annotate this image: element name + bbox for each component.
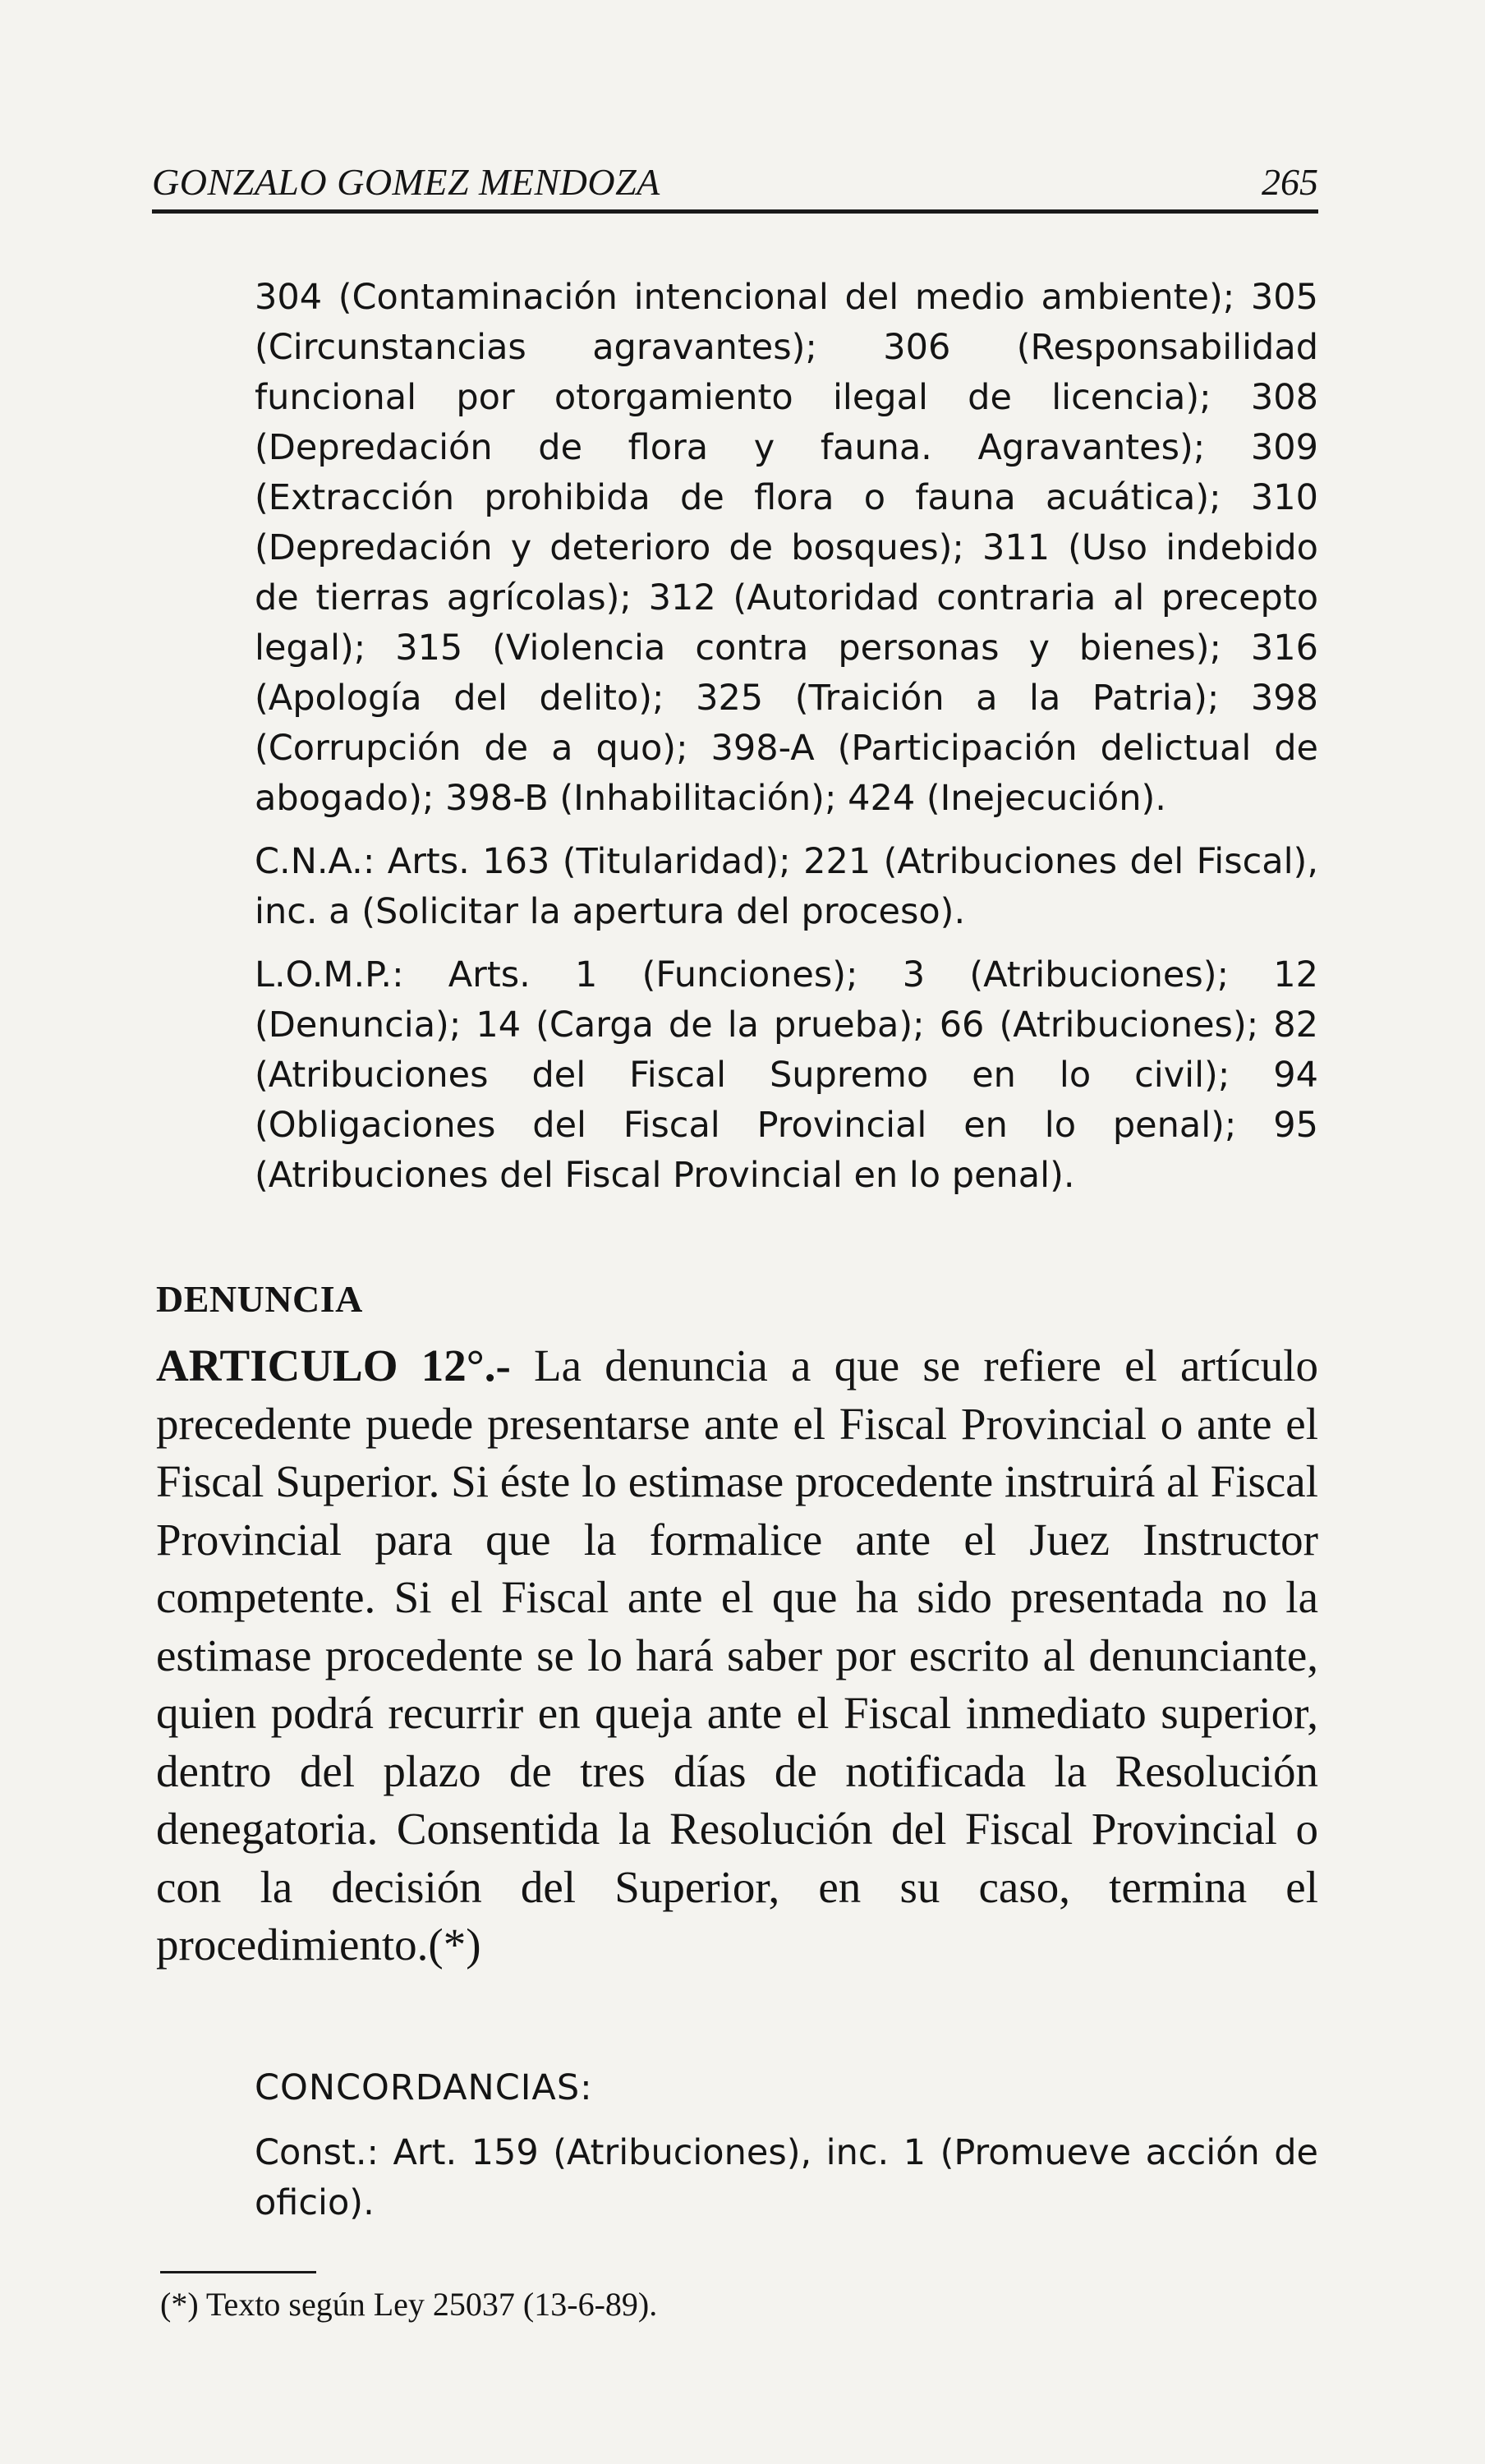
footnote-divider [160, 2271, 316, 2273]
header-author: GONZALO GOMEZ MENDOZA [152, 161, 660, 203]
concordances-block [255, 2063, 1318, 2228]
reference-paragraph: C.N.A.: Arts. 163 (Titularidad); 221 (Atribuciones del Fiscal), inc. a (Solicitar la apertura del proceso). [255, 841, 1318, 932]
reference-list [255, 273, 1318, 1214]
article-body [156, 1337, 1318, 1974]
page-number: 265 [1262, 161, 1318, 203]
concordances-text: Const.: Art. 159 (Atribuciones), inc. 1 (Promueve acción de oficio). [255, 2132, 1318, 2223]
running-header [152, 160, 1318, 214]
section-title: DENUNCIA [156, 1278, 363, 1320]
article-text: La denuncia a que se refiere el artículo precedente puede presentarse ante el Fiscal Provincial o ante el Fiscal Superior. Si éste lo estimase procedente instruirá al Fiscal Provincial para que la formalice ante el Juez Instructor competente. Si el Fiscal ante el que ha sido presentada no la estimase procedente se lo hará saber por escrito al denunciante, quien podrá recurrir en queja ante el Fiscal inmediato superior, dentro del plazo de tres días de notificada la Resolución denegatoria. Consentida la Resolución del Fiscal Provincial o con la decisión del Superior, en su caso, termina el procedimiento.(*) [156, 1340, 1318, 1970]
reference-paragraph: L.O.M.P.: Arts. 1 (Funciones); 3 (Atribuciones); 12 (Denuncia); 14 (Carga de la prueba); 66 (Atribuciones); 82 (Atribuciones del Fiscal Supremo en lo civil); 94 (Obligaciones del Fiscal Provincial en lo penal); 95 (Atribuciones del Fiscal Provincial en lo penal). [255, 954, 1318, 1196]
article-label: ARTICULO 12°.- [156, 1340, 511, 1391]
concordances-title: CONCORDANCIAS: [255, 2067, 593, 2108]
footnote: (*) Texto según Ley 25037 (13-6-89). [160, 2286, 658, 2323]
reference-paragraph: 304 (Contaminación intencional del medio ambiente); 305 (Circunstancias agravantes); 306 (Responsabilidad funcional por otorgamiento ilegal de licencia); 308 (Depredación de flora y fauna. Agravantes); 309 (Extracción prohibida de flora o fauna acuática); 310 (Depredación y deterioro de bosques); 311 (Uso indebido de tierras agrícolas); 312 (Autoridad contraria al precepto legal); 315 (Violencia contra personas y bienes); 316 (Apología del delito); 325 (Traición a la Patria); 398 (Corrupción de a quo); 398-A (Participación delictual de abogado); 398-B (Inhabilitación); 424 (Inejecución). [255, 277, 1318, 819]
